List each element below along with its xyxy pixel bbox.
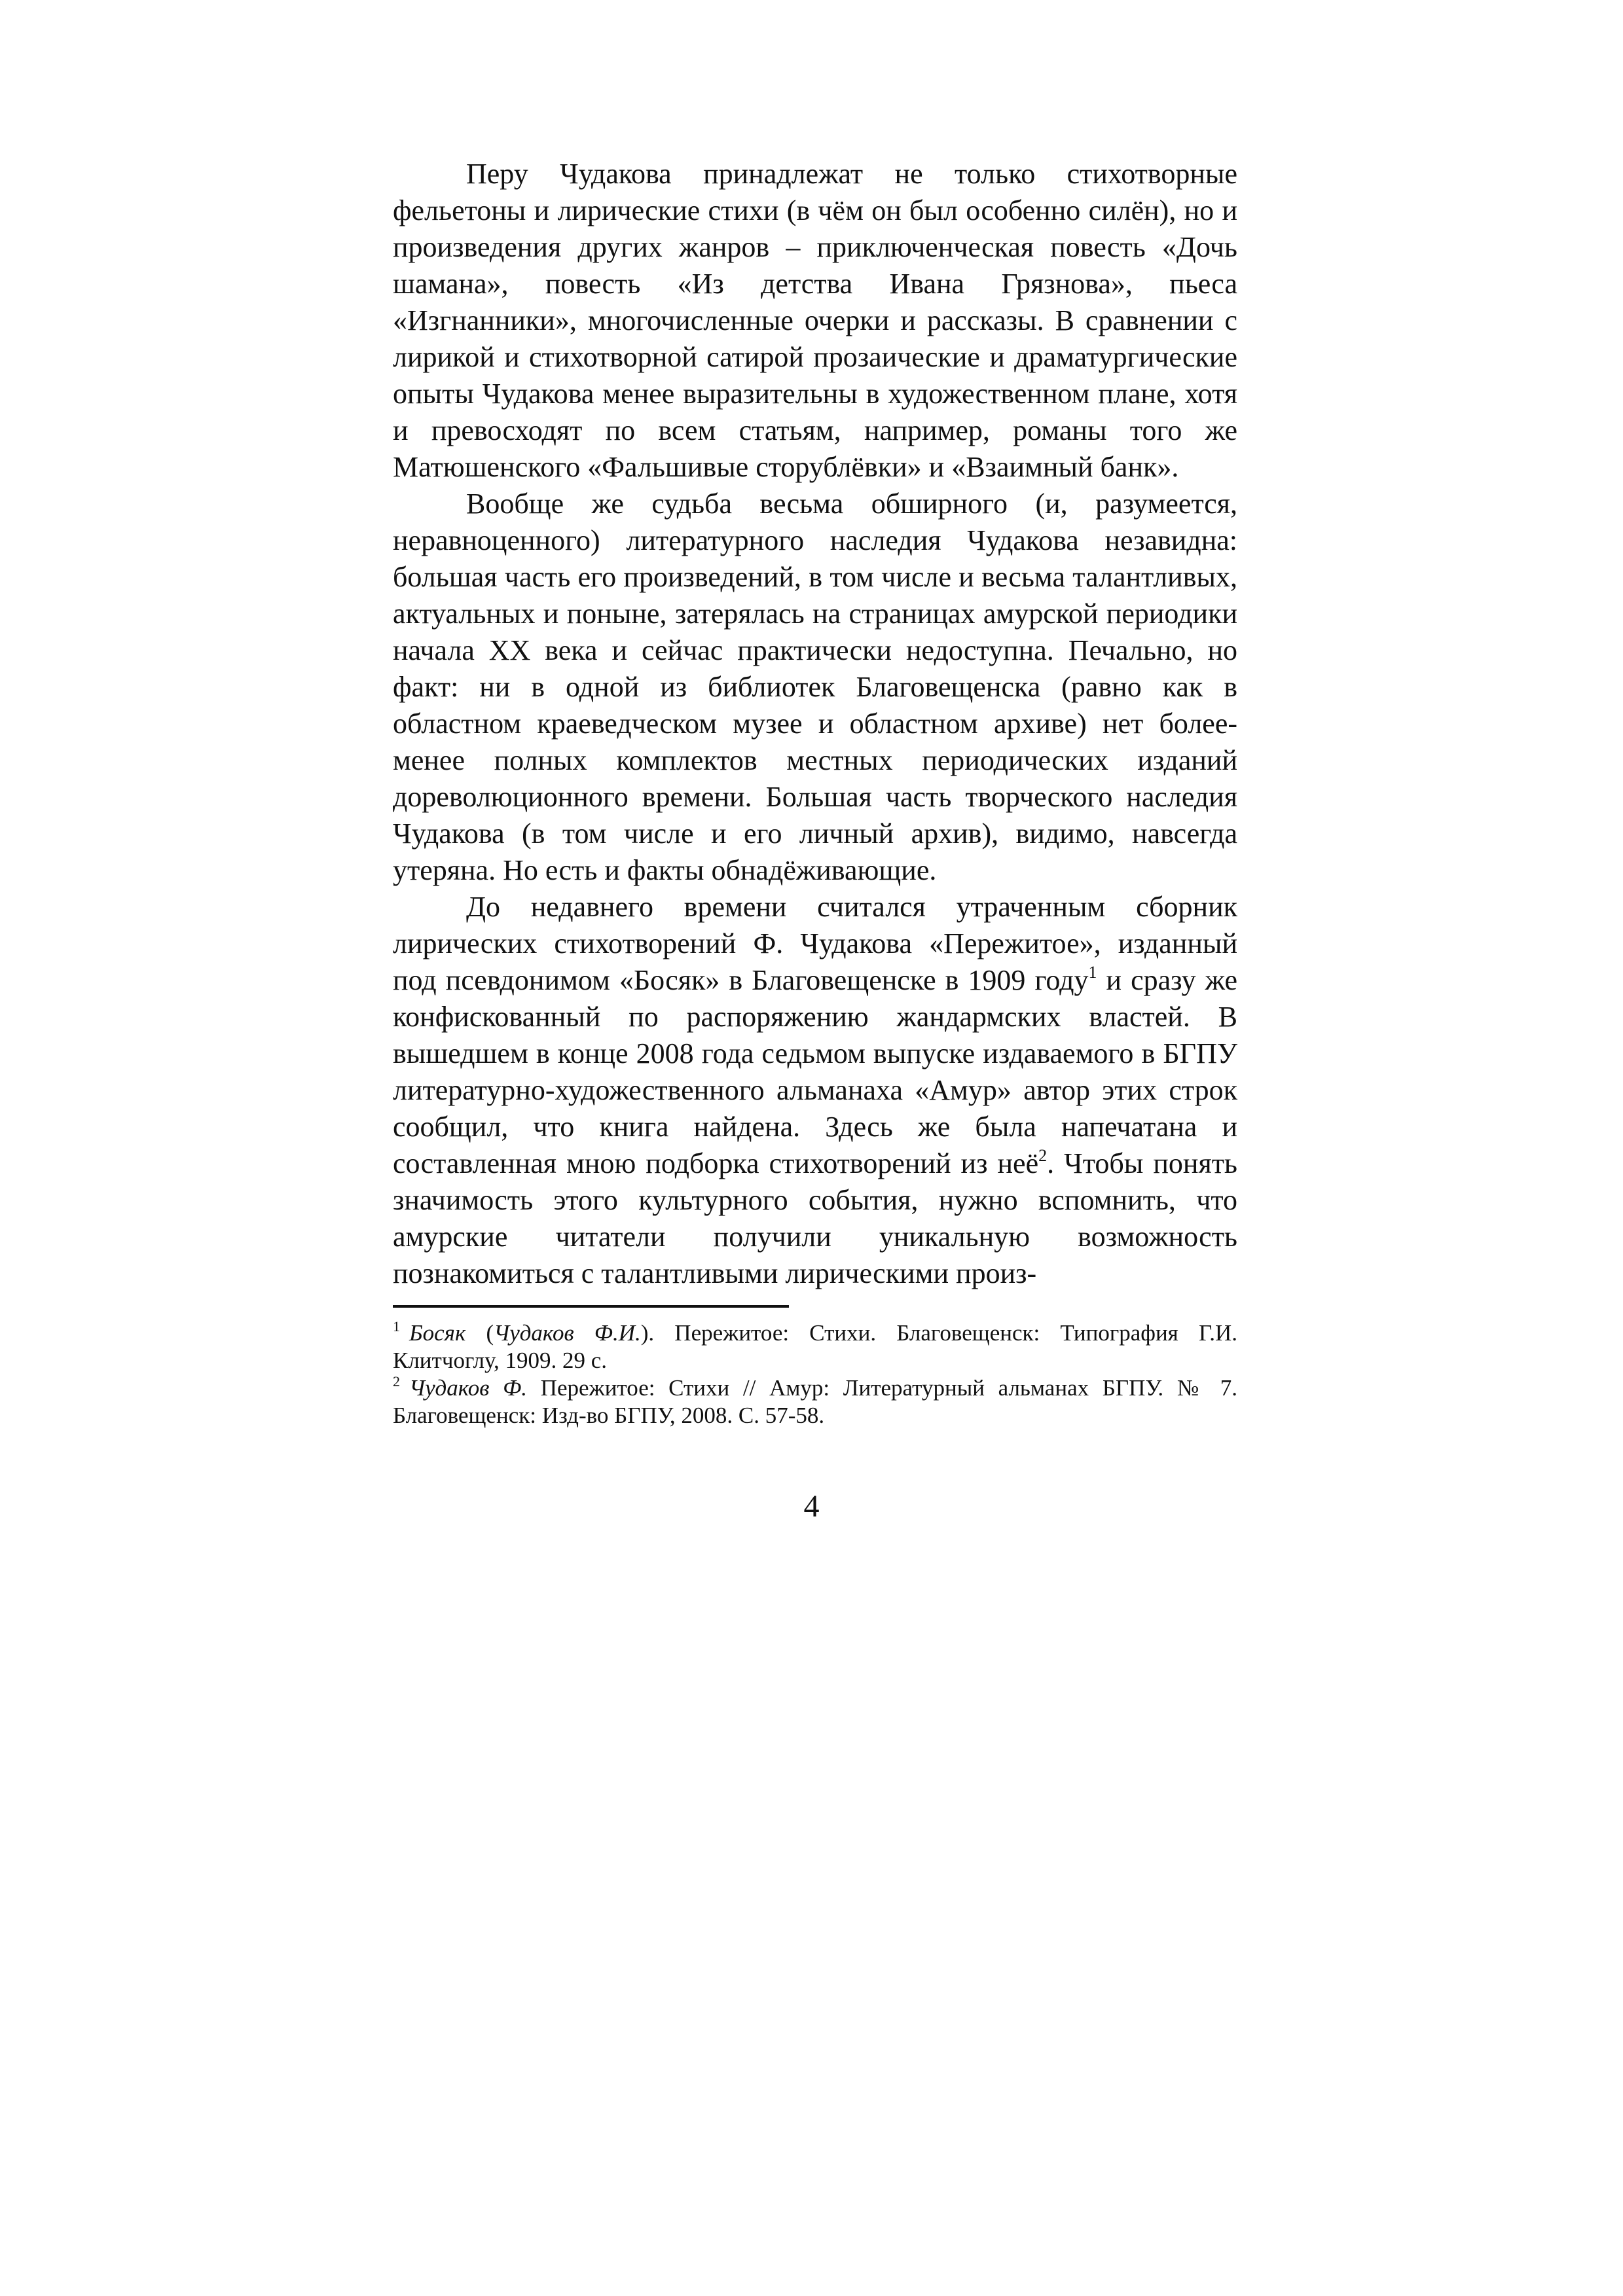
- footnotes: [393, 1319, 1237, 1429]
- footnote-reference-2: 2: [1038, 1146, 1048, 1165]
- footnote-2-author: Чудаков Ф.: [409, 1375, 528, 1401]
- footnote-1-text: ). Пережитое: Стихи. Благовещенск: Типография Г.И. Клитчоглу, 1909. 29 с.: [393, 1320, 1238, 1373]
- footnote-1-marker: 1: [393, 1318, 400, 1335]
- footnote-1-open-paren: (: [465, 1320, 494, 1346]
- paragraph-3: [393, 889, 1237, 1292]
- paragraph-3-text-part-2: и сразу же конфискованный по распоряжению жандармских властей. В вышедшем в конце 2008 года седьмом выпуске издаваемого в БГПУ литературно-художественного альманаха «Амур» автор этих строк сообщил, что книга найдена. Здесь же была напечатана и составленная мною подборка стихотворений из неё: [393, 964, 1237, 1179]
- footnote-2: [393, 1374, 1237, 1429]
- footnote-reference-1: 1: [1088, 963, 1097, 982]
- paragraph-3-text-part-3: . Чтобы понять значимость этого культурного события, нужно вспомнить, что амурские читатели получили уникальную возможность познакомиться с талантливыми лирическими произ-: [393, 1147, 1237, 1289]
- paragraph-2-text: Вообще же судьба весьма обширного (и, разумеется, неравноценного) литературного наследия Чудакова незавидна: большая часть его произведений, в том числе и весьма талантливых, актуальных и поныне, затерялась на страницах амурской периодики начала XX века и сейчас практически недоступна. Печально, но факт: ни в одной из библиотек Благовещенска (равно как в областном краеведческом музее и областном архиве) нет более-менее полных комплектов местных периодических изданий дореволюционного времени. Большая часть творческого наследия Чудакова (в том числе и его личный архив), видимо, навсегда утеряна. Но есть и факты обнадёживающие.: [393, 488, 1237, 886]
- footnote-1: [393, 1319, 1237, 1374]
- page-number: 4: [803, 1489, 820, 1524]
- paragraph-1: [393, 156, 1237, 486]
- main-text: [393, 156, 1237, 1292]
- paragraph-3-text-part-1: До недавнего времени считался утраченным сборник лирических стихотворений Ф. Чудакова «Пережитое», изданный под псевдонимом «Босяк» в Благовещенске в 1909 году: [393, 891, 1237, 996]
- footnote-1-author-real: Чудаков Ф.И.: [494, 1320, 641, 1346]
- paragraph-2: [393, 486, 1237, 889]
- footnote-1-author-pseudonym: Босяк: [409, 1320, 466, 1346]
- footnote-2-text: Пережитое: Стихи // Амур: Литературный альманах БГПУ. № 7. Благовещенск: Изд-во БГПУ, 2008. С. 57-58.: [393, 1375, 1237, 1428]
- footnote-2-marker: 2: [393, 1373, 400, 1390]
- footnote-separator: [393, 1305, 789, 1308]
- paragraph-1-text: Перу Чудакова принадлежат не только стихотворные фельетоны и лирические стихи (в чём он был особенно силён), но и произведения других жанров – приключенческая повесть «Дочь шамана», повесть «Из детства Ивана Грязнова», пьеса «Изгнанники», многочисленные очерки и рассказы. В сравнении с лирикой и стихотворной сатирой прозаические и драматургические опыты Чудакова менее выразительны в художественном плане, хотя и превосходят по всем статьям, например, романы того же Матюшенского «Фальшивые сторублёвки» и «Взаимный банк».: [393, 158, 1237, 483]
